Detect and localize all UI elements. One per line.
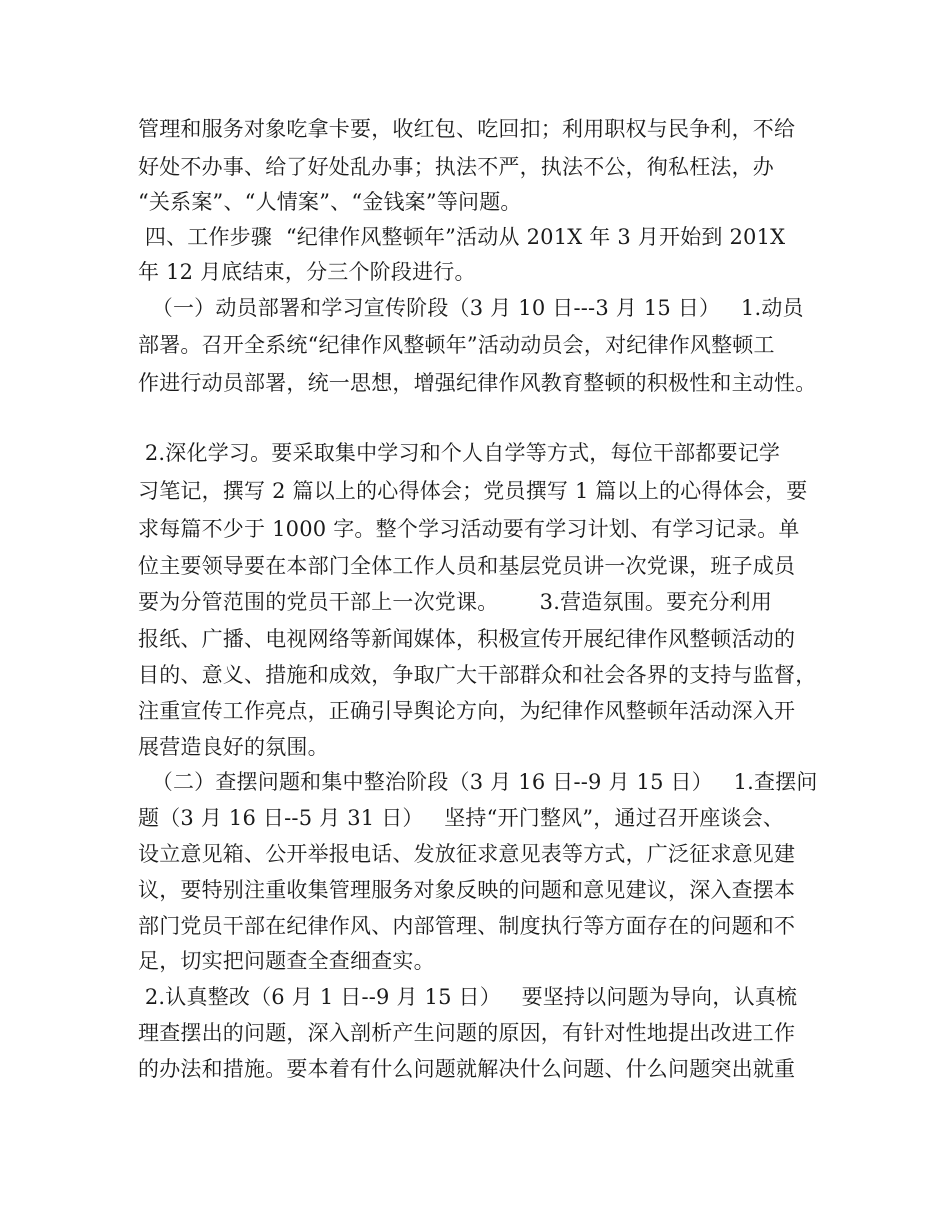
text-line: 部署。召开全系统“纪律作风整顿年”活动动员会，对纪律作风整顿工: [138, 333, 775, 357]
text-line: 的办法和措施。要本着有什么问题就解决什么问题、什么问题突出就重: [138, 1057, 796, 1081]
text-line: 议，要特别注重收集管理服务对象反映的问题和意见建议，深入查摆本: [138, 878, 796, 902]
text-line: 展营造良好的氛围。: [138, 735, 329, 759]
text-line: 理查摆出的问题，深入剖析产生问题的原因，有针对性地提出改进工作: [138, 1021, 796, 1045]
text-line: 好处不办事、给了好处乱办事；执法不严，执法不公，徇私枉法，办: [138, 155, 774, 179]
text-line: 年 12 月底结束，分三个阶段进行。: [138, 260, 476, 284]
text-line: 位主要领导要在本部门全体工作人员和基层党员讲一次党课，班子成员: [138, 554, 796, 578]
text-line: 注重宣传工作亮点，正确引导舆论方向，为纪律作风整顿年活动深入开: [138, 699, 796, 723]
text-line: 设立意见箱、公开举报电话、发放征求意见表等方式，广泛征求意见建: [138, 842, 796, 866]
text-line: 部门党员干部在纪律作风、内部管理、制度执行等方面存在的问题和不: [138, 914, 796, 938]
text-line: 管理和服务对象吃拿卡要，收红包、吃回扣；利用职权与民争利，不给: [138, 117, 796, 141]
text-line: 习笔记，撰写 2 篇以上的心得体会；党员撰写 1 篇以上的心得体会，要: [138, 479, 808, 503]
text-line: 足，切实把问题查全查细查实。: [138, 949, 435, 973]
text-line: 要为分管范围的党员干部上一次党课。 3.营造氛围。要充分利用: [138, 590, 773, 614]
text-line: “关系案”、“人情案”、“金钱案”等问题。: [138, 190, 522, 214]
text-line: 报纸、广播、电视网络等新闻媒体，积极宣传开展纪律作风整顿活动的: [138, 627, 796, 651]
text-line: 目的、意义、措施和成效，争取广大干部群众和社会各界的支持与监督，: [138, 663, 817, 687]
text-line: 题（3 月 16 日--5 月 31 日） 坚持“开门整风”，通过召开座谈会、: [138, 806, 785, 830]
text-line: 2.认真整改（6 月 1 日--9 月 15 日） 要坚持以问题为导向，认真梳: [138, 985, 798, 1009]
subsection-heading-line: （一）动员部署和学习宣传阶段（3 月 10 日---3 月 15 日） 1.动员: [138, 296, 804, 320]
text-line: 作进行动员部署，统一思想，增强纪律作风教育整顿的积极性和主动性。: [138, 371, 817, 395]
subsection-heading-line: （二）查摆问题和集中整治阶段（3 月 16 日--9 月 15 日） 1.查摆问: [138, 770, 818, 794]
text-line: 求每篇不少于 1000 字。整个学习活动要有学习计划、有学习记录。单: [138, 517, 800, 541]
text-line: 2.深化学习。要采取集中学习和个人自学等方式，每位干部都要记学: [138, 441, 781, 465]
section-heading-line: 四、工作步骤 “纪律作风整顿年”活动从 201X 年 3 月开始到 201X: [138, 225, 786, 249]
